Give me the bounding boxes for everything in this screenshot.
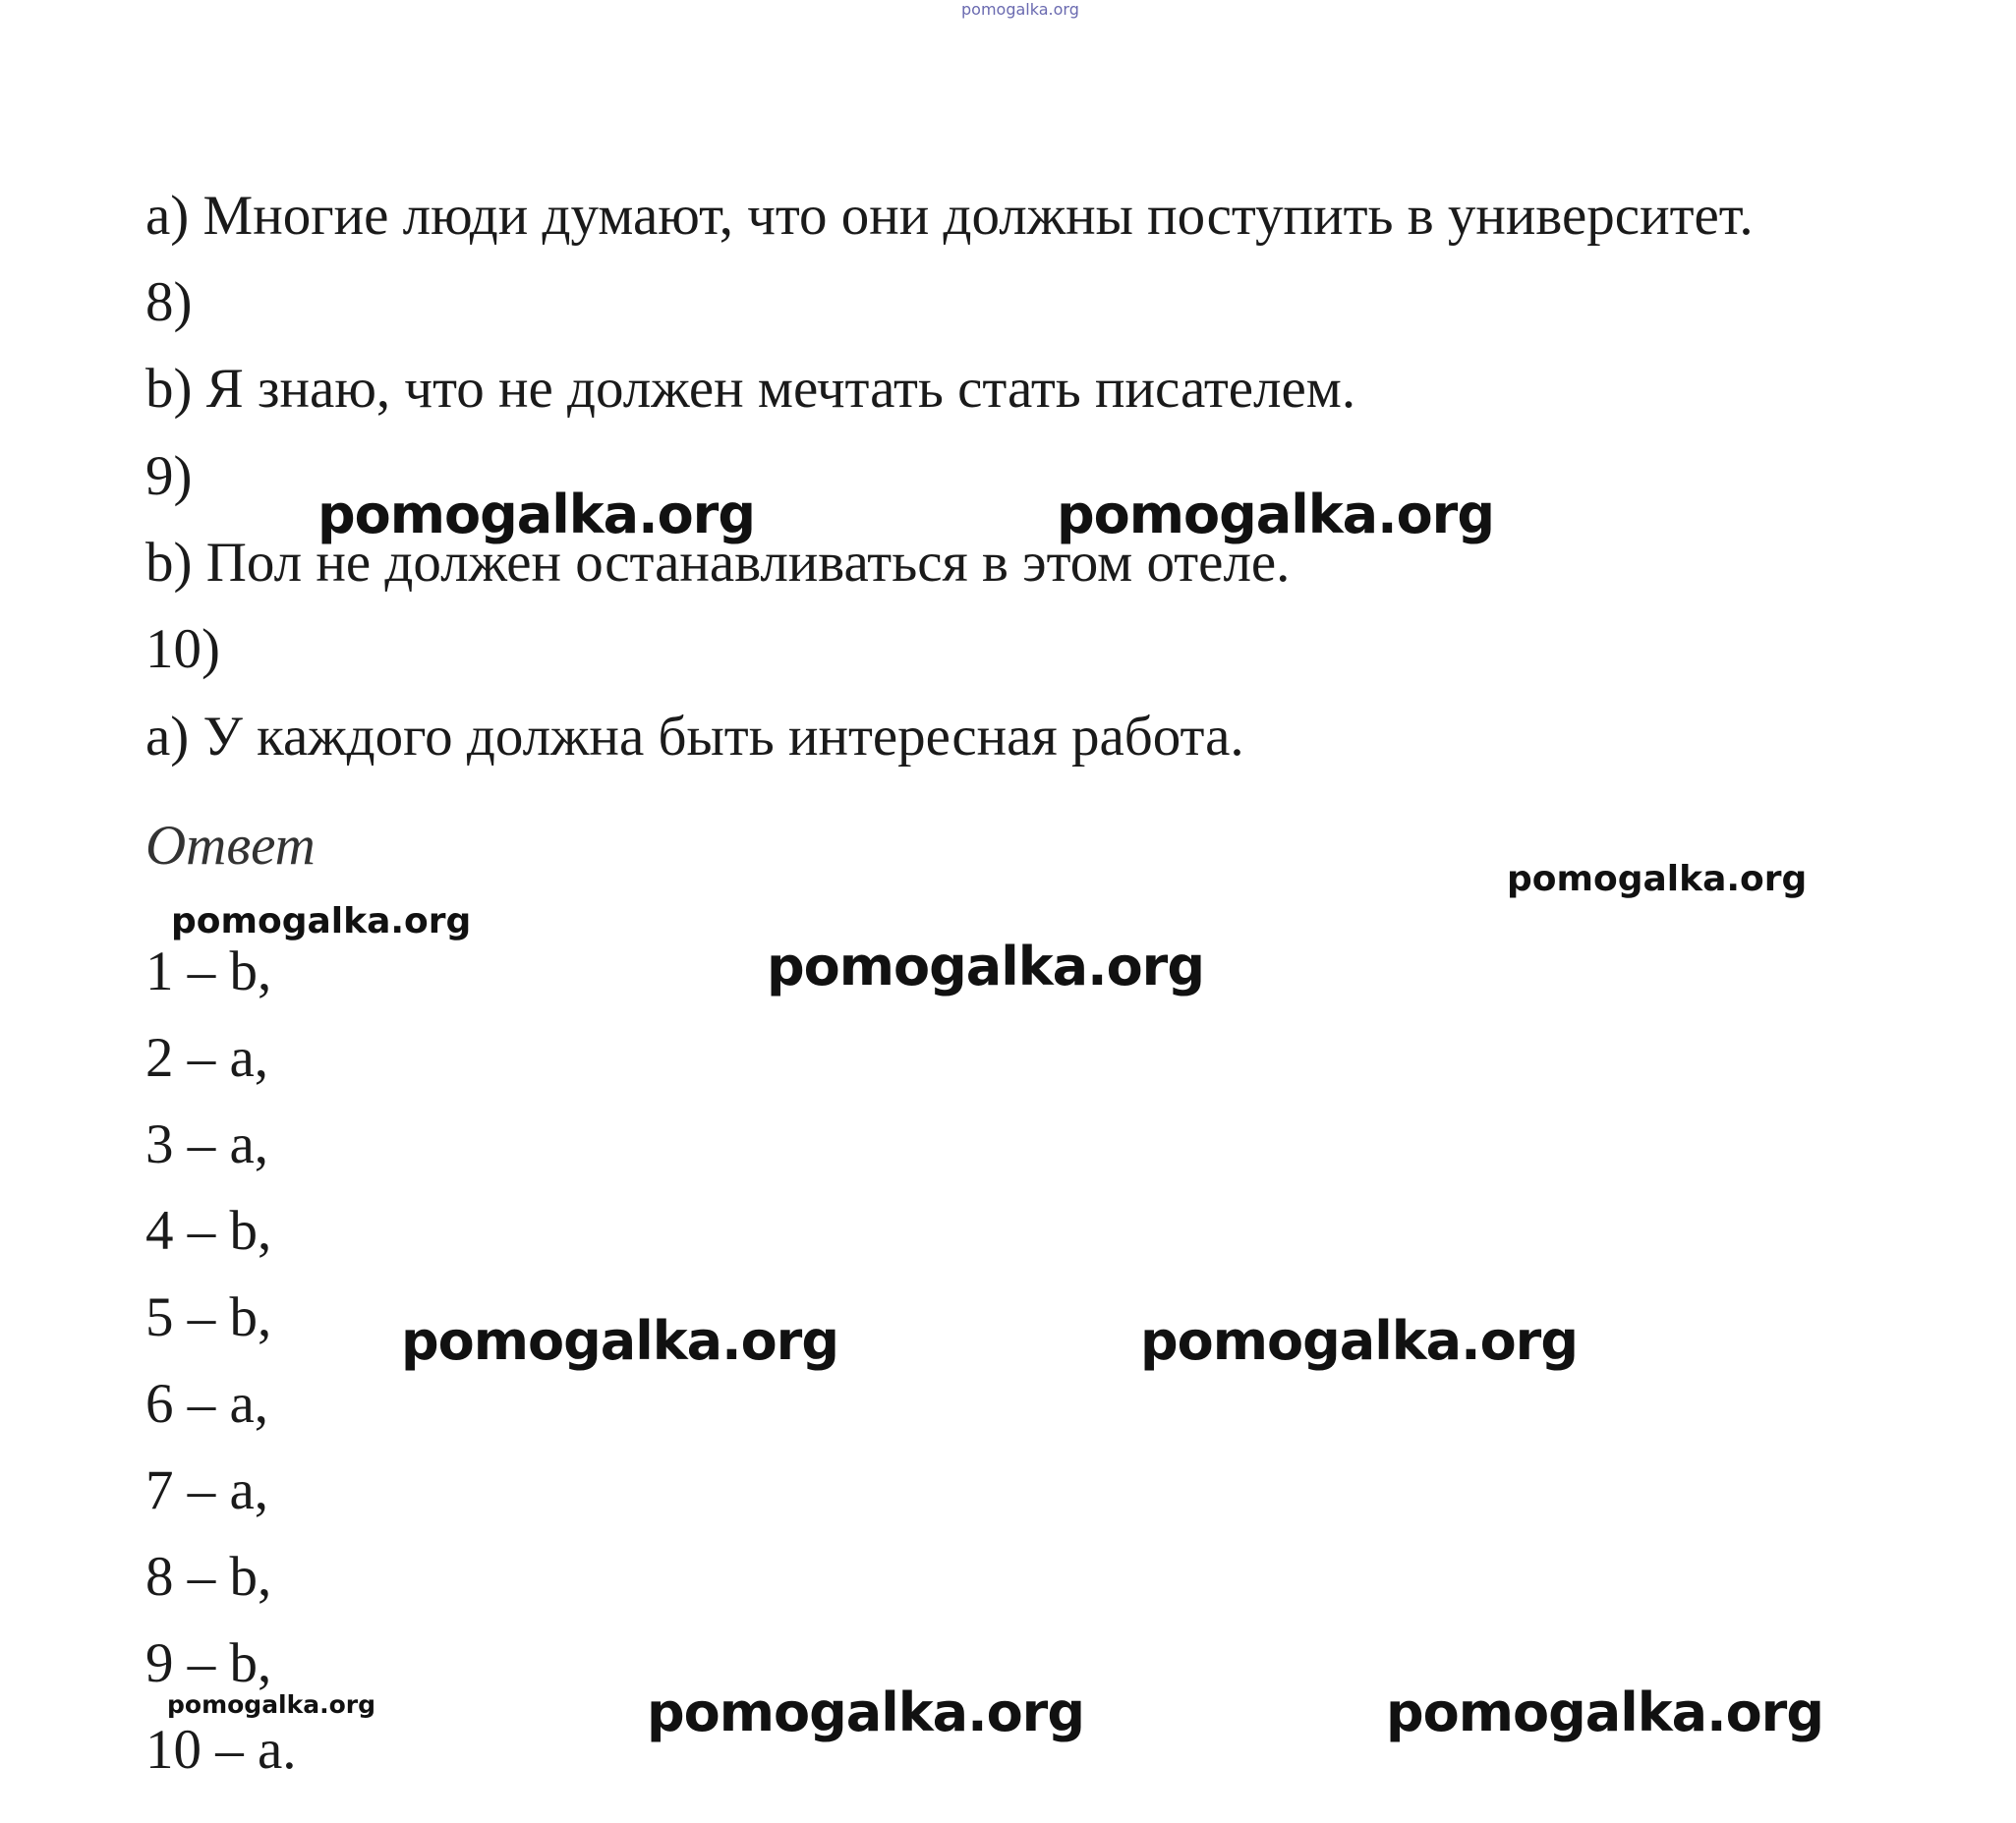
- watermark: pomogalka.org: [767, 936, 1204, 997]
- header-watermark: pomogalka.org: [961, 0, 1079, 19]
- watermark: pomogalka.org: [1057, 484, 1494, 545]
- task-line: 10): [145, 618, 220, 680]
- answer-item: 3 – a,: [145, 1113, 269, 1175]
- answer-item: 7 – a,: [145, 1459, 269, 1521]
- watermark: pomogalka.org: [317, 484, 755, 545]
- answer-heading: Ответ: [145, 815, 316, 877]
- answer-item: 9 – b,: [145, 1632, 272, 1694]
- answer-item: 8 – b,: [145, 1546, 272, 1608]
- answer-item: 4 – b,: [145, 1200, 272, 1262]
- task-line: b) Я знаю, что не должен мечтать стать писателем.: [145, 358, 1356, 420]
- task-line: b) Пол не должен останавливаться в этом отеле.: [145, 532, 1291, 594]
- watermark: pomogalka.org: [647, 1681, 1084, 1743]
- answer-item: 6 – a,: [145, 1373, 269, 1435]
- task-line: 9): [145, 445, 193, 507]
- watermark: pomogalka.org: [1507, 859, 1808, 899]
- task-line: a) Многие люди думают, что они должны поступить в университет.: [145, 185, 1754, 247]
- task-line: a) У каждого должна быть интересная работа.: [145, 706, 1244, 768]
- watermark: pomogalka.org: [1386, 1681, 1823, 1743]
- watermark: pomogalka.org: [171, 901, 472, 941]
- task-line: 8): [145, 271, 193, 333]
- answer-item: 10 – a.: [145, 1719, 297, 1781]
- answer-item: 2 – a,: [145, 1027, 269, 1089]
- watermark: pomogalka.org: [1140, 1310, 1578, 1372]
- answer-item: 1 – b,: [145, 940, 272, 1002]
- answer-item: 5 – b,: [145, 1286, 272, 1348]
- watermark: pomogalka.org: [167, 1690, 376, 1719]
- watermark: pomogalka.org: [401, 1310, 838, 1372]
